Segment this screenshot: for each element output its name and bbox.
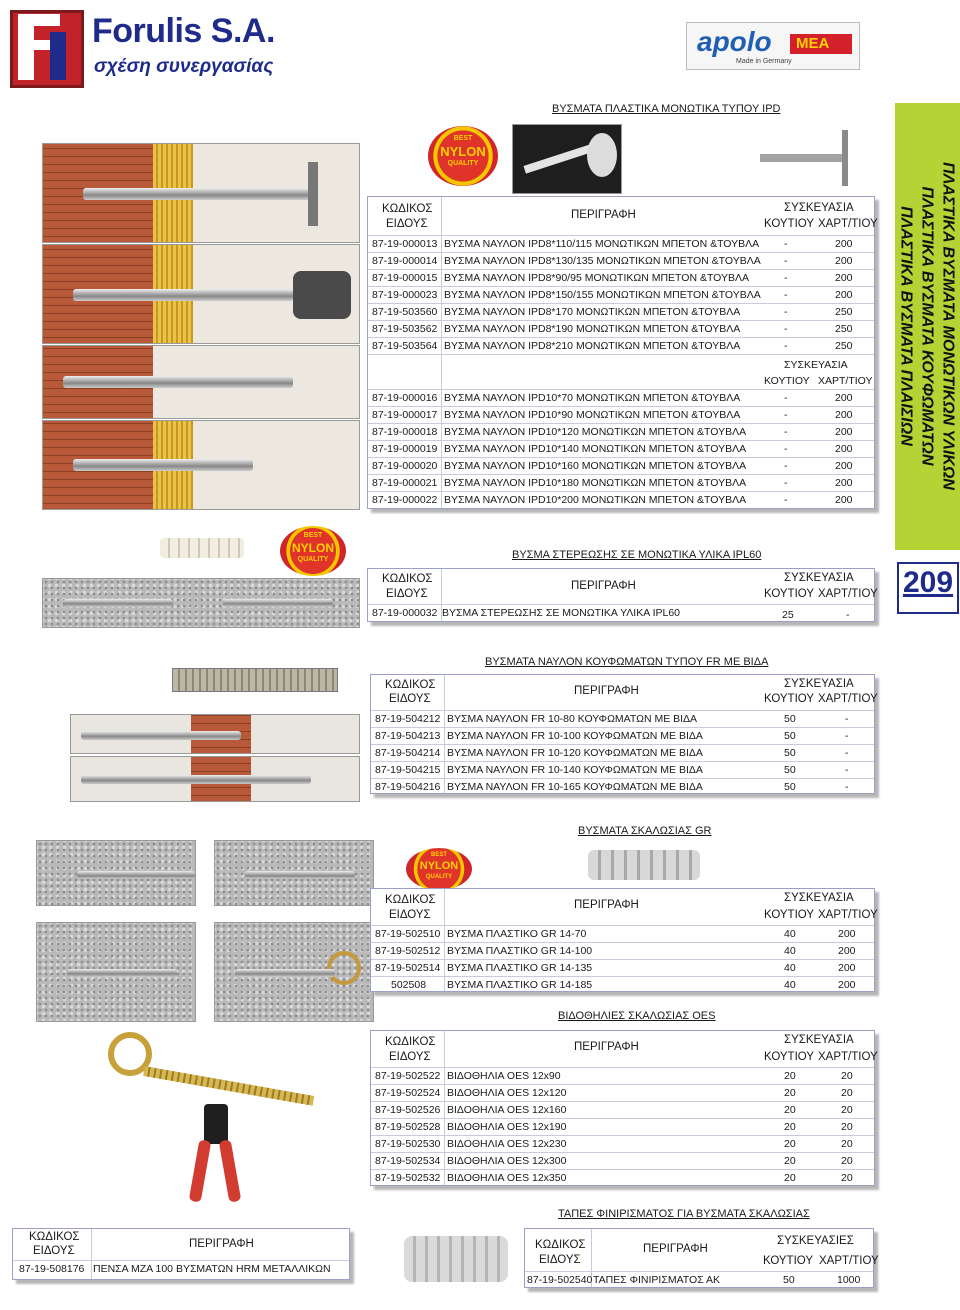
table-row [371, 761, 874, 778]
cell-desc: ΒΥΣΜΑ ΝΑΥΛΟΝ IPD10*70 ΜΟΝΩΤΙΚΩΝ ΜΠΕΤΟΝ &ΤΟΥΒΛΑ [444, 392, 741, 404]
anchor-icon [81, 775, 311, 784]
header-carton: ΧΑΡΤ/ΤΙΟΥ [818, 588, 878, 600]
drill-bit-icon [81, 731, 241, 740]
badge-text: BEST [430, 852, 447, 858]
cell-box: - [784, 426, 788, 438]
cell-box: - [784, 289, 788, 301]
drill-bit-icon [83, 188, 313, 200]
washer-icon [308, 162, 318, 226]
cell-desc: ΒΥΣΜΑ ΝΑΥΛΟΝ IPD10*140 ΜΟΝΩΤΙΚΩΝ ΜΠΕΤΟΝ &ΤΟΥΒΛΑ [444, 443, 747, 455]
table-row [368, 286, 874, 303]
header-description: ΠΕΡΙΓΡΑΦΗ [574, 899, 639, 911]
cell-desc: ΒΥΣΜΑ ΝΑΥΛΟΝ FR 10-165 ΚΟΥΦΩΜΑΤΩΝ ΜΕ ΒΙΔΑ [447, 781, 703, 793]
cell-carton: 200 [835, 255, 853, 267]
cell-carton: 200 [835, 477, 853, 489]
header-code: ΚΩΔΙΚΟΣ [385, 894, 436, 906]
header-code: ΚΩΔΙΚΟΣ [382, 573, 433, 585]
cell-desc: ΒΥΣΜΑ ΝΑΥΛΟΝ IPD8*210 ΜΟΝΩΤΙΚΩΝ ΜΠΕΤΟΝ &ΤΟΥΒΛΑ [444, 340, 741, 352]
cell-carton: 20 [841, 1121, 853, 1133]
header-code: ΕΙΔΟΥΣ [539, 1254, 581, 1266]
gr-install-image-2 [214, 840, 374, 906]
header-code: ΚΩΔΙΚΟΣ [29, 1231, 80, 1243]
badge-text: QUALITY [297, 556, 329, 563]
header-packaging: ΣΥΣΚΕΥΑΣΙΑ [784, 892, 854, 904]
cell-carton: 200 [835, 272, 853, 284]
anchor-icon [523, 144, 592, 173]
cell-code: 87-19-502512 [375, 945, 441, 957]
page-number: 209 [902, 566, 954, 599]
cell-box: - [784, 494, 788, 506]
cell-carton: 200 [835, 409, 853, 421]
cell-carton: 250 [835, 340, 853, 352]
cell-carton: 200 [835, 289, 853, 301]
header-code: ΕΙΔΟΥΣ [386, 588, 428, 600]
category-line: ΠΛΑΣΤΙΚΑ ΒΥΣΜΑΤΑ ΠΛΑΙΣΙΩΝ [897, 206, 915, 446]
cell-box: - [784, 460, 788, 472]
table-row [368, 303, 874, 320]
cell-carton: 20 [841, 1087, 853, 1099]
anchor-icon [73, 459, 253, 471]
cell-desc: ΒΥΣΜΑ ΠΛΑΣΤΙΚΟ GR 14-70 [447, 928, 587, 940]
badge-text: NYLON [419, 860, 459, 872]
cell-code: 87-19-000015 [372, 272, 438, 284]
partner-sub: Made in Germany [736, 58, 792, 65]
cell-carton: 200 [835, 494, 853, 506]
cell-box: - [784, 306, 788, 318]
cell-box: 20 [784, 1155, 796, 1167]
section-title-fr-main: ΒΥΣΜΑΤΑ ΝΑΥΛΟΝ ΚΟΥΦΩΜΑΤΩΝ ΤΥΠΟΥ FR [485, 656, 721, 668]
cell-carton: - [845, 730, 849, 742]
cell-code: 87-19-504216 [375, 781, 441, 793]
cell-desc: ΒΙΔΟΘΗΛΙΑ OES 12x160 [447, 1104, 567, 1116]
cell-desc: ΒΥΣΜΑ ΠΛΑΣΤΙΚΟ GR 14-135 [447, 962, 593, 974]
fr-install-image-1 [70, 714, 360, 754]
badge-text: QUALITY [447, 160, 479, 167]
cell-box: 50 [783, 1274, 795, 1286]
cell-desc: ΒΥΣΜΑ ΝΑΥΛΟΝ IPD8*190 ΜΟΝΩΤΙΚΩΝ ΜΠΕΤΟΝ &ΤΟΥΒΛΑ [444, 323, 741, 335]
nylon-quality-badge-icon [280, 526, 346, 576]
ipd-install-image-4 [42, 420, 360, 510]
table-row [368, 320, 874, 337]
cell-carton: 20 [841, 1155, 853, 1167]
cell-carton: 20 [841, 1104, 853, 1116]
ipl-anchor-photo [160, 528, 260, 568]
table-row [371, 976, 874, 993]
table-row [371, 710, 874, 727]
cell-desc: ΒΥΣΜΑ ΝΑΥΛΟΝ IPD10*180 ΜΟΝΩΤΙΚΩΝ ΜΠΕΤΟΝ &ΤΟΥΒΛΑ [444, 477, 747, 489]
brand-name: Forulis S.A. [92, 12, 275, 50]
cell-code: 87-19-504213 [375, 730, 441, 742]
header-packaging: ΣΥΣΚΕΥΑΣΙΑ [784, 1034, 854, 1046]
cell-box: - [784, 443, 788, 455]
table-row [368, 252, 874, 269]
pliers-table [12, 1228, 350, 1280]
header-carton: ΧΑΡΤ/ΤΙΟΥ [818, 693, 878, 705]
ipl-table [367, 568, 878, 622]
header-packaging: ΣΥΣΚΕΥΑΣΙΑ [784, 202, 854, 214]
table-row [371, 942, 874, 959]
cell-desc: ΒΥΣΜΑ ΣΤΕΡΕΩΣΗΣ ΣΕ ΜΟΝΩΤΙΚΑ ΥΛΙΚΑ IPL60 [442, 607, 681, 619]
table-row [371, 1067, 874, 1084]
ipd-table [367, 196, 878, 509]
cell-code: 87-19-000018 [372, 426, 438, 438]
table-row [368, 440, 874, 457]
section-title-gr: ΒΥΣΜΑΤΑ ΣΚΑΛΩΣΙΑΣ GR [578, 825, 712, 837]
cell-carton: 200 [835, 426, 853, 438]
header-code: ΚΩΔΙΚΟΣ [382, 203, 433, 215]
cell-desc: ΒΥΣΜΑ ΝΑΥΛΟΝ FR 10-100 ΚΟΥΦΩΜΑΤΩΝ ΜΕ ΒΙΔΑ [447, 730, 703, 742]
header-code: ΚΩΔΙΚΟΣ [385, 1036, 436, 1048]
cell-desc: ΒΙΔΟΘΗΛΙΑ OES 12x230 [447, 1138, 567, 1150]
table-row [368, 457, 874, 474]
table-row [371, 744, 874, 761]
nylon-quality-badge-icon [406, 848, 472, 890]
table-row [371, 778, 874, 795]
header-code: ΕΙΔΟΥΣ [389, 909, 431, 921]
cell-box: 50 [784, 747, 796, 759]
anchor-icon [235, 969, 335, 977]
fr-table [370, 674, 878, 794]
badge-text: BEST [453, 135, 473, 142]
table-row [368, 604, 874, 621]
header-carton: ΧΑΡΤ/ΤΙΟΥ [819, 1255, 879, 1267]
cell-box: 40 [784, 945, 796, 957]
cell-desc: ΒΥΣΜΑ ΝΑΥΛΟΝ FR 10-120 ΚΟΥΦΩΜΑΤΩΝ ΜΕ ΒΙΔΑ [447, 747, 703, 759]
header-box: ΚΟΥΤΙΟΥ [764, 1051, 815, 1063]
anchor-plate-icon [842, 130, 848, 186]
category-tab-text [896, 103, 959, 550]
cell-code: 87-19-000014 [372, 255, 438, 267]
caps-photo [404, 1236, 508, 1282]
cell-carton: - [845, 747, 849, 759]
cell-code: 87-19-000020 [372, 460, 438, 472]
cell-code: 502508 [391, 979, 427, 991]
cell-code: 87-19-504212 [375, 713, 441, 725]
drill-icon [293, 271, 351, 319]
ipd-install-image-3 [42, 345, 360, 419]
partner-logo-text: apolo [697, 26, 772, 57]
cell-code: 87-19-502526 [375, 1104, 441, 1116]
header-packaging: ΣΥΣΚΕΥΑΣΙΑ [784, 359, 848, 371]
section-title-fr-suffix: ΜΕ ΒΙΔΑ [723, 656, 769, 668]
badge-text: QUALITY [425, 874, 453, 880]
cell-code: 87-19-502534 [375, 1155, 441, 1167]
fr-anchor-photo [172, 668, 338, 692]
ipd-anchor-drawing [760, 126, 870, 190]
cell-box: - [784, 409, 788, 421]
table-row [371, 727, 874, 744]
header-description: ΠΕΡΙΓΡΑΦΗ [571, 209, 636, 221]
cell-code: 87-19-000021 [372, 477, 438, 489]
header-description: ΠΕΡΙΓΡΑΦΗ [574, 685, 639, 697]
badge-text: NYLON [292, 541, 334, 555]
cell-box: - [784, 477, 788, 489]
cell-desc: ΒΥΣΜΑ ΠΛΑΣΤΙΚΟ GR 14-185 [447, 979, 593, 991]
cell-code: 87-19-502540 [527, 1274, 593, 1286]
table-row [368, 406, 874, 423]
cell-box: - [784, 340, 788, 352]
cell-code: 87-19-504214 [375, 747, 441, 759]
table-row [368, 389, 874, 406]
cell-desc: ΠΕΝΣΑ MZA 100 ΒΥΣΜΑΤΩΝ HRM ΜΕΤΑΛΛΙΚΩΝ [93, 1263, 331, 1275]
header-code: ΕΙΔΟΥΣ [389, 1051, 431, 1063]
header-carton: ΧΑΡΤ/ΤΙΟΥ [818, 375, 873, 387]
cell-code: 87-19-504215 [375, 764, 441, 776]
cell-code: 87-19-000019 [372, 443, 438, 455]
gr-anchor-photo [588, 850, 700, 880]
gr-install-image-4 [214, 922, 374, 1022]
cell-desc: ΒΥΣΜΑ ΝΑΥΛΟΝ FR 10-80 ΚΟΥΦΩΜΑΤΩΝ ΜΕ ΒΙΔΑ [447, 713, 698, 725]
cell-box: 20 [784, 1087, 796, 1099]
table-row [13, 1260, 349, 1277]
pliers-photo [186, 1100, 246, 1206]
cell-box: 40 [784, 928, 796, 940]
pliers-handle-icon [219, 1139, 242, 1202]
section-title-oes: ΒΙΔΟΘΗΛΙΕΣ ΣΚΑΛΩΣΙΑΣ OES [558, 1010, 716, 1022]
header-description: ΠΕΡΙΓΡΑΦΗ [189, 1238, 254, 1250]
cell-box: 20 [784, 1138, 796, 1150]
cell-box: 20 [784, 1121, 796, 1133]
ipl-install-image [42, 578, 360, 628]
cell-desc: ΒΙΔΟΘΗΛΙΑ OES 12x190 [447, 1121, 567, 1133]
cell-carton: - [845, 781, 849, 793]
cell-desc: ΒΥΣΜΑ ΝΑΥΛΟΝ IPD8*90/95 ΜΟΝΩΤΙΚΩΝ ΜΠΕΤΟΝ &ΤΟΥΒΛΑ [444, 272, 750, 284]
table-row [371, 1169, 874, 1186]
cell-box: - [784, 272, 788, 284]
category-line: ΠΛΑΣΤΙΚΑ ΒΥΣΜΑΤΑ ΜΟΝΩΤΙΚΩΝ ΥΛΙΚΩΝ [939, 162, 957, 490]
cell-code: 87-19-000013 [372, 238, 438, 250]
cell-desc: ΒΙΔΟΘΗΛΙΑ OES 12x120 [447, 1087, 567, 1099]
header-code: ΕΙΔΟΥΣ [33, 1245, 75, 1257]
header-box: ΚΟΥΤΙΟΥ [763, 1255, 814, 1267]
fr-install-image-2 [70, 756, 360, 802]
cell-carton: 200 [838, 928, 856, 940]
cell-carton: 250 [835, 306, 853, 318]
cell-code: 87-19-502530 [375, 1138, 441, 1150]
eye-hook-icon [327, 951, 361, 985]
table-row [371, 959, 874, 976]
cell-code: 87-19-502524 [375, 1087, 441, 1099]
cell-desc: ΒΙΔΟΘΗΛΙΑ OES 12x90 [447, 1070, 561, 1082]
header-packaging: ΣΥΣΚΕΥΑΣΙΑ [784, 678, 854, 690]
header-box: ΚΟΥΤΙΟΥ [764, 218, 815, 230]
table-row [368, 269, 874, 286]
cell-box: 50 [784, 713, 796, 725]
cell-desc: ΒΥΣΜΑ ΝΑΥΛΟΝ FR 10-140 ΚΟΥΦΩΜΑΤΩΝ ΜΕ ΒΙΔΑ [447, 764, 703, 776]
cell-box: - [784, 238, 788, 250]
cell-carton: 200 [835, 392, 853, 404]
cell-carton: - [845, 764, 849, 776]
header-description: ΠΕΡΙΓΡΑΦΗ [643, 1243, 708, 1255]
cell-code: 87-19-503560 [372, 306, 438, 318]
table-row [368, 423, 874, 440]
cell-carton: 250 [835, 323, 853, 335]
drill-bit-icon [77, 871, 195, 879]
cell-carton: - [845, 713, 849, 725]
anchor-shaft-icon [760, 154, 842, 162]
cell-carton: 20 [841, 1172, 853, 1184]
table-row [368, 337, 874, 354]
anchor-icon [63, 599, 173, 607]
header-carton: ΧΑΡΤ/ΤΙΟΥ [818, 909, 878, 921]
cell-desc: ΒΥΣΜΑ ΝΑΥΛΟΝ IPD10*160 ΜΟΝΩΤΙΚΩΝ ΜΠΕΤΟΝ &ΤΟΥΒΛΑ [444, 460, 747, 472]
cell-box: - [784, 392, 788, 404]
drill-bit-icon [73, 289, 293, 301]
cell-carton: 20 [841, 1138, 853, 1150]
anchor-icon [245, 871, 355, 879]
header-code: ΚΩΔΙΚΟΣ [385, 679, 436, 691]
header-code: ΕΙΔΟΥΣ [389, 693, 431, 705]
cell-box: 40 [784, 979, 796, 991]
cell-box: 25 [782, 609, 794, 621]
header-description: ΠΕΡΙΓΡΑΦΗ [571, 580, 636, 592]
cell-carton: 200 [838, 979, 856, 991]
cell-carton: 200 [838, 945, 856, 957]
header-code: ΕΙΔΟΥΣ [386, 218, 428, 230]
table-row [371, 1152, 874, 1169]
cell-desc: ΒΥΣΜΑ ΝΑΥΛΟΝ IPD8*170 ΜΟΝΩΤΙΚΩΝ ΜΠΕΤΟΝ &ΤΟΥΒΛΑ [444, 306, 741, 318]
table-row [371, 1118, 874, 1135]
spiral-anchor-icon [160, 538, 244, 558]
cell-box: 50 [784, 764, 796, 776]
cell-carton: 200 [835, 238, 853, 250]
cell-code: 87-19-000022 [372, 494, 438, 506]
ipd-anchor-photo [512, 124, 622, 194]
table-row [371, 925, 874, 942]
cell-code: 87-19-508176 [19, 1263, 85, 1275]
gr-table [370, 888, 878, 992]
cell-desc: ΒΥΣΜΑ ΝΑΥΛΟΝ IPD8*130/135 ΜΟΝΩΤΙΚΩΝ ΜΠΕΤΟΝ &ΤΟΥΒΛΑ [444, 255, 761, 267]
header-box: ΚΟΥΤΙΟΥ [764, 693, 815, 705]
cell-box: 20 [784, 1070, 796, 1082]
table-row [368, 491, 874, 508]
cell-desc: ΤΑΠΕΣ ΦΙΝΙΡΙΣΜΑΤΟΣ ΑΚ [593, 1274, 721, 1286]
section-title-caps: ΤΑΠΕΣ ΦΙΝΙΡΙΣΜΑΤΟΣ ΓΙΑ ΒΥΣΜΑΤΑ ΣΚΑΛΩΣΙΑΣ [558, 1208, 810, 1220]
ipd-install-image-1 [42, 143, 360, 243]
cell-carton: 200 [835, 443, 853, 455]
cell-carton: 200 [838, 962, 856, 974]
pliers-head-icon [204, 1104, 228, 1144]
cell-carton: - [846, 609, 850, 621]
table-row [371, 1084, 874, 1101]
cell-desc: ΒΥΣΜΑ ΠΛΑΣΤΙΚΟ GR 14-100 [447, 945, 593, 957]
cell-code: 87-19-000023 [372, 289, 438, 301]
header-box: ΚΟΥΤΙΟΥ [764, 909, 815, 921]
cell-code: 87-19-000017 [372, 409, 438, 421]
logo-mark-part [50, 32, 66, 80]
table-row [368, 474, 874, 491]
brand-tagline: σχέση συνεργασίας [94, 56, 274, 77]
cell-box: 20 [784, 1104, 796, 1116]
ipd-install-image-2 [42, 244, 360, 344]
nylon-quality-badge-icon [428, 126, 498, 186]
table-subheader-row [368, 354, 874, 389]
cell-box: 50 [784, 730, 796, 742]
cell-box: 50 [784, 781, 796, 793]
header-box: ΚΟΥΤΙΟΥ [764, 588, 815, 600]
oes-table [370, 1030, 878, 1186]
header-description: ΠΕΡΙΓΡΑΦΗ [574, 1041, 639, 1053]
cell-code: 87-19-502522 [375, 1070, 441, 1082]
header-box: ΚΟΥΤΙΟΥ [764, 375, 810, 387]
cell-code: 87-19-503564 [372, 340, 438, 352]
cell-box: 20 [784, 1172, 796, 1184]
section-title-ipl: ΒΥΣΜΑ ΣΤΕΡΕΩΣΗΣ ΣΕ ΜΟΝΩΤΙΚΑ ΥΛΙΚΑ IPL60 [512, 549, 762, 561]
cell-carton: 200 [835, 460, 853, 472]
header-code: ΚΩΔΙΚΟΣ [535, 1239, 586, 1251]
section-title-ipd: ΒΥΣΜΑΤΑ ΠΛΑΣΤΙΚΑ ΜΟΝΩΤΙΚΑ ΤΥΠΟΥ IPD [552, 103, 781, 115]
cell-carton: 20 [841, 1070, 853, 1082]
cell-box: 40 [784, 962, 796, 974]
badge-text: NYLON [440, 144, 486, 159]
header-packaging: ΣΥΣΚΕΥΑΣΙΑ [784, 572, 854, 584]
gr-install-image-1 [36, 840, 196, 906]
cell-code: 87-19-502532 [375, 1172, 441, 1184]
cell-desc: ΒΙΔΟΘΗΛΙΑ OES 12x300 [447, 1155, 567, 1167]
cell-desc: ΒΙΔΟΘΗΛΙΑ OES 12x350 [447, 1172, 567, 1184]
cell-code: 87-19-502510 [375, 928, 441, 940]
cell-desc: ΒΥΣΜΑ ΝΑΥΛΟΝ IPD8*150/155 ΜΟΝΩΤΙΚΩΝ ΜΠΕΤΟΝ &ΤΟΥΒΛΑ [444, 289, 761, 301]
table-row [525, 1271, 873, 1288]
cell-code: 87-19-503562 [372, 323, 438, 335]
anchor-icon [67, 969, 177, 977]
section-title-fr [485, 656, 768, 668]
header-carton: ΧΑΡΤ/ΤΙΟΥ [818, 1051, 878, 1063]
cell-desc: ΒΥΣΜΑ ΝΑΥΛΟΝ IPD10*200 ΜΟΝΩΤΙΚΩΝ ΜΠΕΤΟΝ &ΤΟΥΒΛΑ [444, 494, 747, 506]
pliers-handle-icon [189, 1139, 212, 1202]
cell-box: - [784, 255, 788, 267]
washer-icon [587, 133, 617, 177]
gr-install-image-3 [36, 922, 196, 1022]
cell-code: 87-19-502514 [375, 962, 441, 974]
table-row [371, 1101, 874, 1118]
cell-desc: ΒΥΣΜΑ ΝΑΥΛΟΝ IPD10*90 ΜΟΝΩΤΙΚΩΝ ΜΠΕΤΟΝ &ΤΟΥΒΛΑ [444, 409, 741, 421]
category-line: ΠΛΑΣΤΙΚΑ ΒΥΣΜΑΤΑ ΚΟΥΦΩΜΑΤΩΝ [918, 186, 936, 466]
table-row [371, 1135, 874, 1152]
logo-mark-part [18, 40, 50, 50]
anchor-icon [63, 376, 293, 388]
cell-code: 87-19-000032 [372, 607, 438, 619]
header-carton: ΧΑΡΤ/ΤΙΟΥ [818, 218, 878, 230]
caps-table [524, 1228, 879, 1288]
partner-badge: MEA [796, 35, 830, 52]
cell-desc: ΒΥΣΜΑ ΝΑΥΛΟΝ IPD8*110/115 ΜΟΝΩΤΙΚΩΝ ΜΠΕΤΟΝ &ΤΟΥΒΛΑ [444, 238, 760, 250]
header-packaging: ΣΥΣΚΕΥΑΣΙΕΣ [777, 1235, 854, 1247]
anchor-icon [223, 599, 333, 607]
cell-code: 87-19-502528 [375, 1121, 441, 1133]
table-row [368, 235, 874, 252]
badge-text: BEST [303, 532, 323, 539]
logo-mark-part [18, 14, 60, 26]
cell-desc: ΒΥΣΜΑ ΝΑΥΛΟΝ IPD10*120 ΜΟΝΩΤΙΚΩΝ ΜΠΕΤΟΝ &ΤΟΥΒΛΑ [444, 426, 747, 438]
cell-box: - [784, 323, 788, 335]
cell-carton: 1000 [837, 1274, 861, 1286]
cell-code: 87-19-000016 [372, 392, 438, 404]
